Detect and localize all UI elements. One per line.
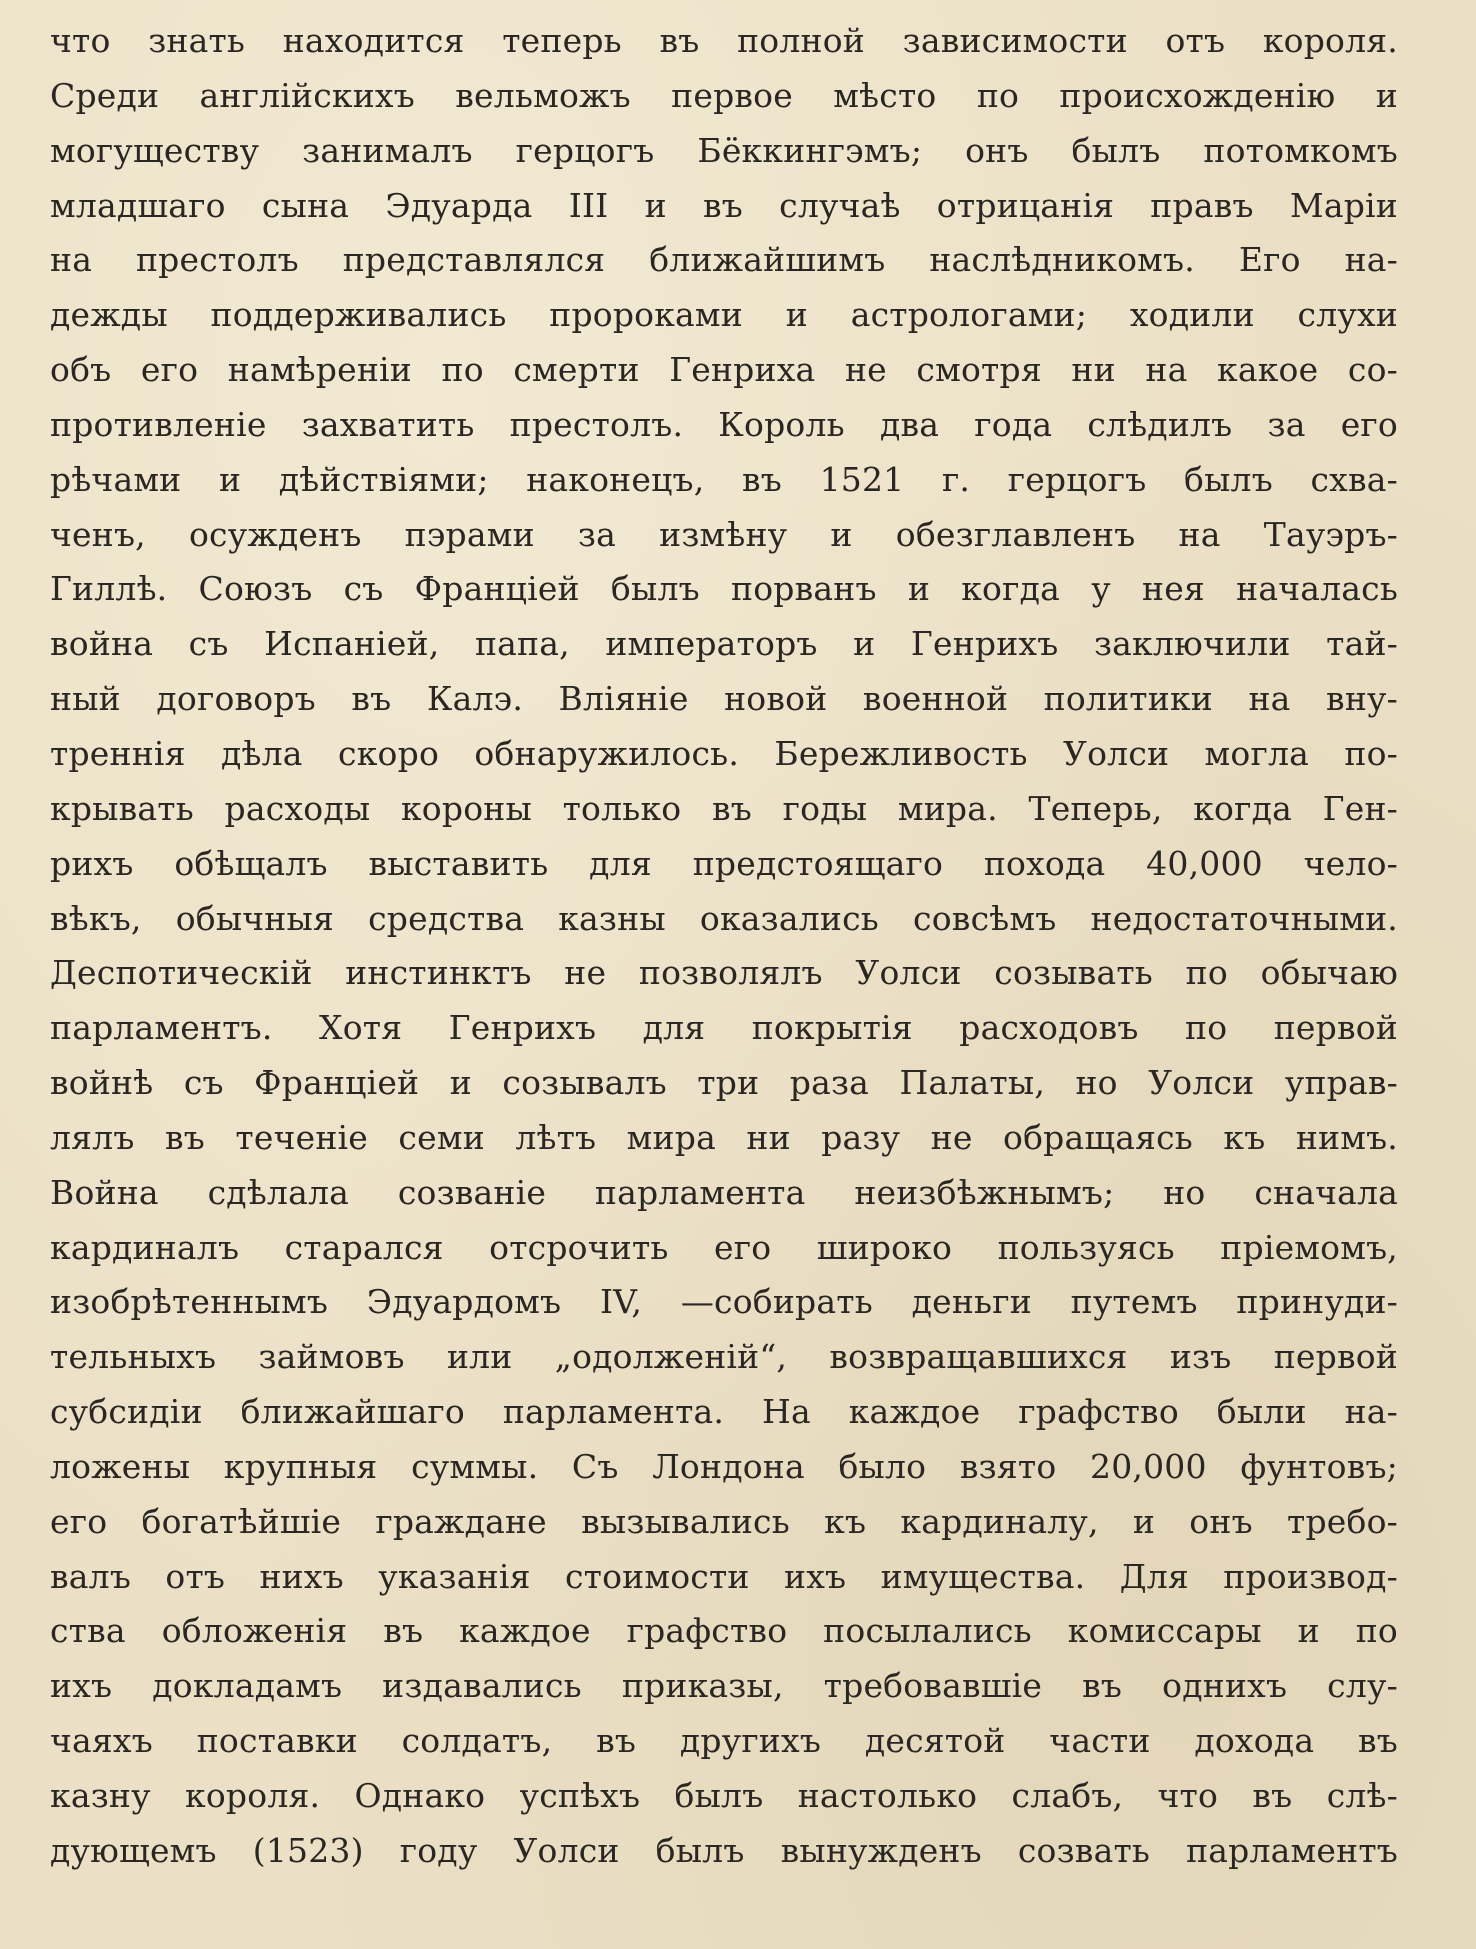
text-line: ства обложенія въ каждое графство посылались комиссары и по <box>50 1611 1398 1651</box>
text-line: рѣчами и дѣйствіями; наконецъ, въ 1521 г. герцогъ былъ схва- <box>50 459 1398 499</box>
text-line: крывать расходы короны только въ годы мира. Теперь, когда Ген- <box>50 788 1398 828</box>
text-line: казну короля. Однако успѣхъ былъ настолько слабъ, что въ слѣ- <box>50 1776 1398 1815</box>
text-line: войнѣ съ Франціей и созывалъ три раза Палаты, но Уолси управ- <box>50 1063 1398 1103</box>
text-line: тельныхъ займовъ или „одолженій“, возвращавшихся изъ первой <box>50 1337 1398 1377</box>
text-line: рихъ обѣщалъ выставить для предстоящаго похода 40,000 чело- <box>50 843 1398 883</box>
text-line: изобрѣтеннымъ Эдуардомъ IV, —собирать деньги путемъ принуди- <box>50 1282 1398 1322</box>
text-line: ченъ, осужденъ пэрами за измѣну и обезглавленъ на Тауэръ- <box>50 514 1398 554</box>
text-line: ложены крупныя суммы. Съ Лондона было взято 20,000 фунтовъ; <box>50 1446 1398 1486</box>
text-line: ный договоръ въ Калэ. Вліяніе новой военной политики на вну- <box>50 679 1398 719</box>
text-line: Деспотическій инстинктъ не позволялъ Уолси созывать по обычаю <box>50 953 1398 993</box>
text-line: дующемъ (1523) году Уолси былъ вынужденъ созвать парламентъ <box>50 1830 1398 1870</box>
text-line: парламентъ. Хотя Генрихъ для покрытія расходовъ по первой <box>50 1008 1398 1048</box>
text-line: валъ отъ нихъ указанія стоимости ихъ имущества. Для производ- <box>50 1556 1398 1596</box>
text-line: ихъ докладамъ издавались приказы, требовавшіе въ однихъ слу- <box>50 1666 1398 1706</box>
text-line: младшаго сына Эдуарда III и въ случаѣ отрицанія правъ Маріи <box>50 185 1398 225</box>
text-line: субсидіи ближайшаго парламента. На каждое графство были на- <box>50 1392 1398 1432</box>
text-line: дежды поддерживались пророками и астрологами; ходили слухи <box>50 295 1398 335</box>
text-line: вѣкъ, обычныя средства казны оказались совсѣмъ недостаточными. <box>50 898 1398 938</box>
text-line: кардиналъ старался отсрочить его широко пользуясь пріемомъ, <box>50 1227 1398 1267</box>
text-line: что знать находится теперь въ полной зависимости отъ короля. <box>50 21 1398 60</box>
text-line: Война сдѣлала созваніе парламента неизбѣжнымъ; но сначала <box>50 1172 1398 1212</box>
body-text <box>50 14 1398 1879</box>
text-line: его богатѣйшіе граждане вызывались къ кардиналу, и онъ требо- <box>50 1501 1398 1541</box>
text-line: противленіе захватить престолъ. Король два года слѣдилъ за его <box>50 404 1398 444</box>
text-line: Среди англійскихъ вельможъ первое мѣсто по происхожденію и <box>50 75 1398 115</box>
text-line: на престолъ представлялся ближайшимъ наслѣдникомъ. Его на- <box>50 240 1398 280</box>
text-line: объ его намѣреніи по смерти Генриха не смотря ни на какое со- <box>50 350 1398 390</box>
text-line: треннія дѣла скоро обнаружилось. Бережливость Уолси могла по- <box>50 733 1398 773</box>
text-line: Гиллѣ. Союзъ съ Франціей былъ порванъ и когда у нея началась <box>50 569 1398 609</box>
text-line: могуществу занималъ герцогъ Бёккингэмъ; онъ былъ потомкомъ <box>50 130 1398 170</box>
text-line: война съ Испаніей, папа, императоръ и Генрихъ заключили тай- <box>50 624 1398 664</box>
text-line: чаяхъ поставки солдатъ, въ другихъ десятой части дохода въ <box>50 1721 1398 1761</box>
text-line: лялъ въ теченіе семи лѣтъ мира ни разу не обращаясь къ нимъ. <box>50 1117 1398 1157</box>
